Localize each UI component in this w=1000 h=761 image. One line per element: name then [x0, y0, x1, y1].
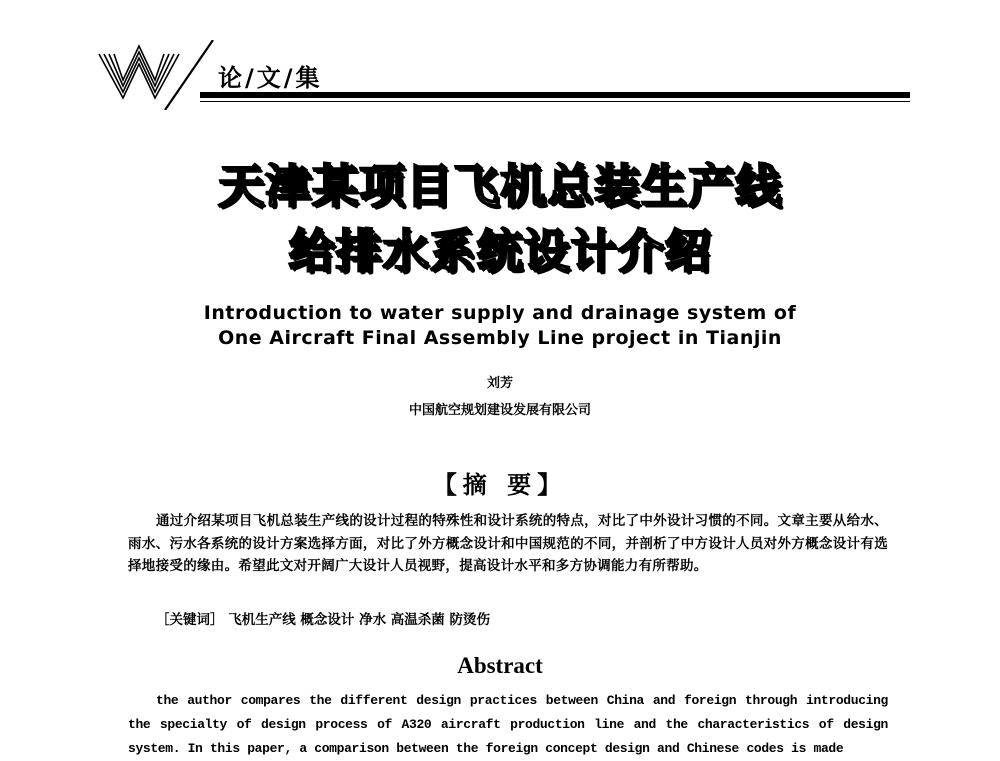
section-label: 论/文/集: [218, 64, 323, 92]
title-zh-line1: 天津某项目飞机总装生产线: [218, 159, 782, 213]
author-affiliation: 中国航空规划建设发展有限公司: [408, 403, 591, 418]
header-rule-thick: [200, 92, 910, 98]
keywords: ［关键词］ 飞机生产线 概念设计 净水 高温杀菌 防烫伤: [156, 612, 490, 628]
title-en-line2: One Aircraft Final Assembly Line project in Tianjin: [218, 327, 782, 349]
header-rule-thin: [200, 101, 910, 102]
abstract-cn-heading: 【摘 要】: [432, 470, 568, 499]
journal-logo-icon: [95, 40, 215, 110]
abstract-en-heading: Abstract: [457, 653, 543, 678]
abstract-en-body: the author compares the different design practices between China and foreign through introducing the specialty of design process of A320 aircraft production line and the characteristics of design system. In this paper, a comparison between the foreign concept design and Chinese codes is made: [128, 693, 888, 756]
author-name: 刘芳: [486, 376, 513, 391]
title-zh-line2: 给排水系统设计介绍: [288, 224, 712, 278]
title-en-line1: Introduction to water supply and drainage system of: [203, 302, 797, 324]
abstract-cn-body: 通过介绍某项目飞机总装生产线的设计过程的特殊性和设计系统的特点，对比了中外设计习惯的不同。文章主要从给水、雨水、污水各系统的设计方案选择方面，对比了外方概念设计和中国规范的不同，并剖析了中方设计人员对外方概念设计有选择地接受的缘由。希望此文对开阔广大设计人员视野，提高设计水平和多方协调能力有所帮助。: [128, 513, 888, 574]
journal-logo: [95, 40, 215, 114]
